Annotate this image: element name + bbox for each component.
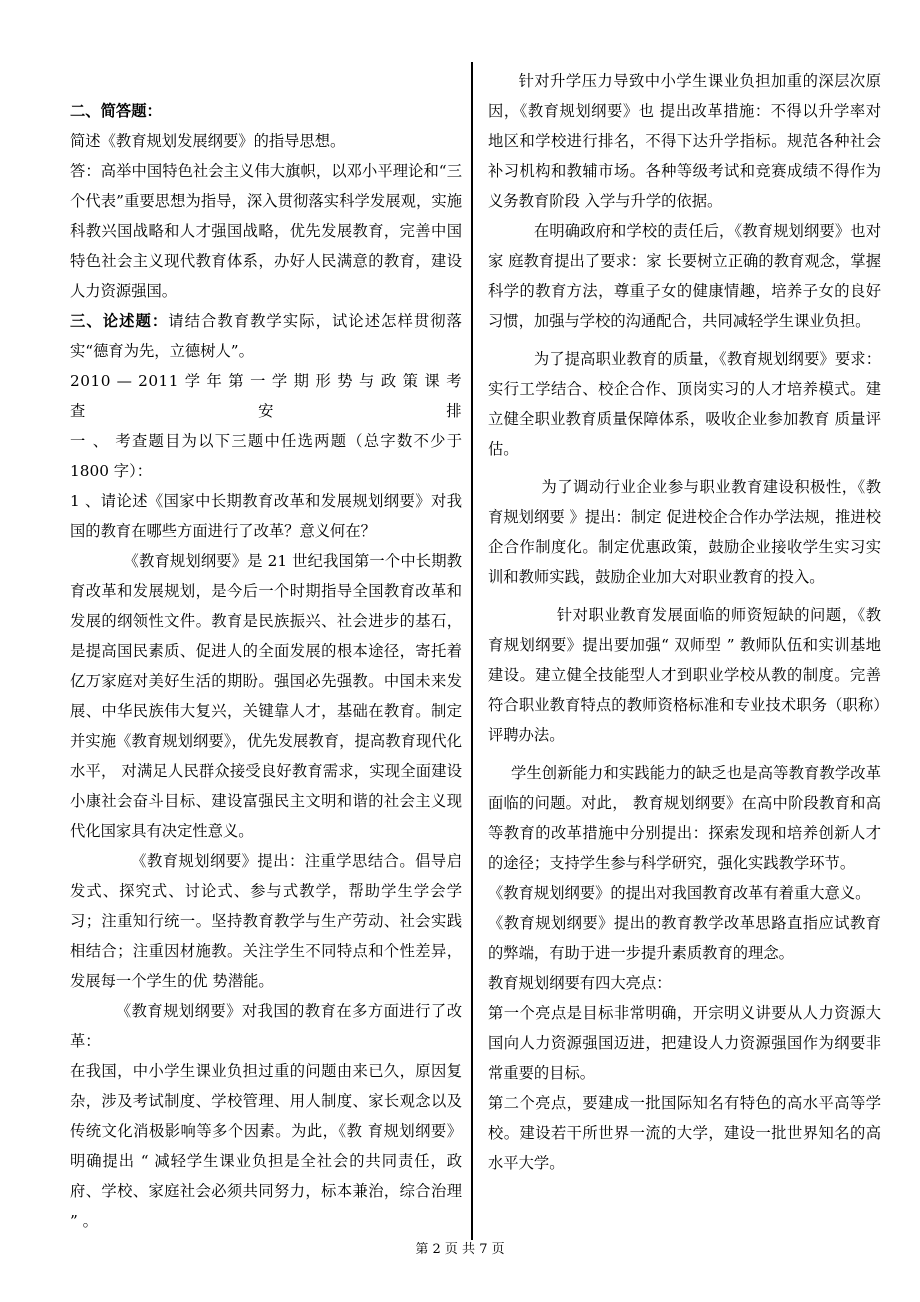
paragraph: 学生创新能力和实践能力的缺乏也是高等教育教学改革面临的问题。对此， 教育规划纲要》在高中阶段教育和高等教育的改革措施中分别提出：探索发现和培养创新人才的途径；支持学生参与科学研究，强化实践教学环节。	[488, 764, 881, 872]
paragraph: 第二个亮点，要建成一批国际知名有特色的高水平高等学校。建设若干所世界一流的大学，建设一批世界知名的高水平大学。	[488, 1094, 881, 1172]
right-column	[488, 66, 881, 1178]
paragraph: 《教育规划纲要》对我国的教育在多方面进行了改革：	[70, 1002, 462, 1050]
section-text: 请结合教育教学实际，试论述怎样贯彻落实“德育为先，立德树人”。	[70, 312, 462, 360]
paragraph: 《教育规划纲要》提出的教育教学改革思路直指应试教育的弊端，有助于进一步提升素质教育的理念。	[488, 914, 881, 962]
paragraph: 为了调动行业企业参与职业教育建设积极性，《教育规划纲要 》提出：制定 促进校企合作办学法规，推进校企合作制度化。制定优惠政策，鼓励企业接收学生实习实训和教师实践，鼓励企业加大对职业教育的投入。	[488, 478, 881, 586]
paragraph: 1 、请论述《国家中长期教育改革和发展规划纲要》对我国的教育在哪些方面进行了改革？意义何在？	[70, 492, 462, 540]
paragraph: 在明确政府和学校的责任后，《教育规划纲要》也对家 庭教育提出了要求：家 长要树立正确的教育观念，掌握科学的教育方法，尊重子女的健康情趣，培养子女的良好习惯，加强与学校的沟通配合，共同减轻学生课业负担。	[488, 222, 881, 330]
paragraph: 二、简答题：	[70, 102, 162, 120]
paragraph: 答：高举中国特色社会主义伟大旗帜，以邓小平理论和“三个代表”重要思想为指导，深入贯彻落实科学发展观，实施科教兴国战略和人才强国战略，优先发展教育，完善中国特色社会主义现代教育体系，办好人民满意的教育，建设人力资源强国。	[70, 162, 462, 300]
paragraph: 针对升学压力导致中小学生课业负担加重的深层次原因，《教育规划纲要》也 提出改革措施：不得以升学率对地区和学校进行排名，不得下达升学指标。规范各种社会补习机构和教辅市场。各种等级考试和竞赛成绩不得作为义务教育阶段 入学与升学的依据。	[488, 72, 881, 210]
paragraph: 简述《教育规划发展纲要》的指导思想。	[70, 132, 346, 150]
page-footer: 第 2 页 共 7 页	[415, 1242, 505, 1257]
paragraph: 一 、 考查题目为以下三题中任选两题（总字数不少于 1800 字）：	[70, 432, 462, 480]
paragraph: 《教育规划纲要》提出：注重学思结合。倡导启发式、探究式、讨论式、参与式教学，帮助学生学会学习；注重知行统一。坚持教育教学与生产劳动、社会实践相结合；注重因材施教。关注学生不同特点和个性差异，发展每一个学生的优 势潜能。	[70, 852, 462, 990]
section-label: 三、论述题：	[70, 312, 169, 330]
paragraph: 教育规划纲要有四大亮点：	[488, 974, 672, 992]
paragraph: 为了提高职业教育的质量，《教育规划纲要》要求：实行工学结合、校企合作、顶岗实习的人才培养模式。建立健全职业教育质量保障体系，吸收企业参加教育 质量评估。	[488, 350, 881, 458]
paragraph: 《教育规划纲要》的提出对我国教育改革有着重大意义。	[488, 884, 871, 902]
paragraph: 在我国，中小学生课业负担过重的问题由来已久，原因复杂，涉及考试制度、学校管理、用人制度、家长观念以及传统文化消极影响等多个因素。为此，《教 育规划纲要》明确提出 “ 减轻学生课业负担是全社会的共同责任，政府、学校、家庭社会必须共同努力，标本兼治，综合治理 ” 。	[70, 1062, 462, 1230]
column-divider	[471, 62, 473, 1240]
paragraph: 针对职业教育发展面临的师资短缺的问题，《教育规划纲要》提出要加强“ 双师型 ” 教师队伍和实训基地建设。建立健全技能型人才到职业学校从教的制度。完善符合职业教育特点的教师资格标准和专业技术职务（职称）评聘办法。	[488, 606, 881, 744]
left-column	[70, 96, 462, 1236]
paragraph: 第一个亮点是目标非常明确，开宗明义讲要从人力资源大国向人力资源强国迈进，把建设人力资源强国作为纲要非常重要的目标。	[488, 1004, 881, 1082]
paragraph: 《教育规划纲要》是 21 世纪我国第一个中长期教育改革和发展规划，是今后一个时期指导全国教育改革和发展的纲领性文件。教育是民族振兴、社会进步的基石，是提高国民素质、促进人的全面发展的根本途径，寄托着亿万家庭对美好生活的期盼。强国必先强教。中国未来发展、中华民族伟大复兴，关键靠人才，基础在教育。制定并实施《教育规划纲要》，优先发展教育，提高教育现代化水平， 对满足人民群众接受良好教育需求，实现全面建设小康社会奋斗目标、建设富强民主文明和谐的社会主义现代化国家具有决定性意义。	[70, 552, 462, 840]
paragraph: 2010 — 2011 学 年 第 一 学 期 形 势 与 政 策 课 考 查 安 排	[70, 372, 462, 420]
paragraph	[70, 306, 462, 366]
